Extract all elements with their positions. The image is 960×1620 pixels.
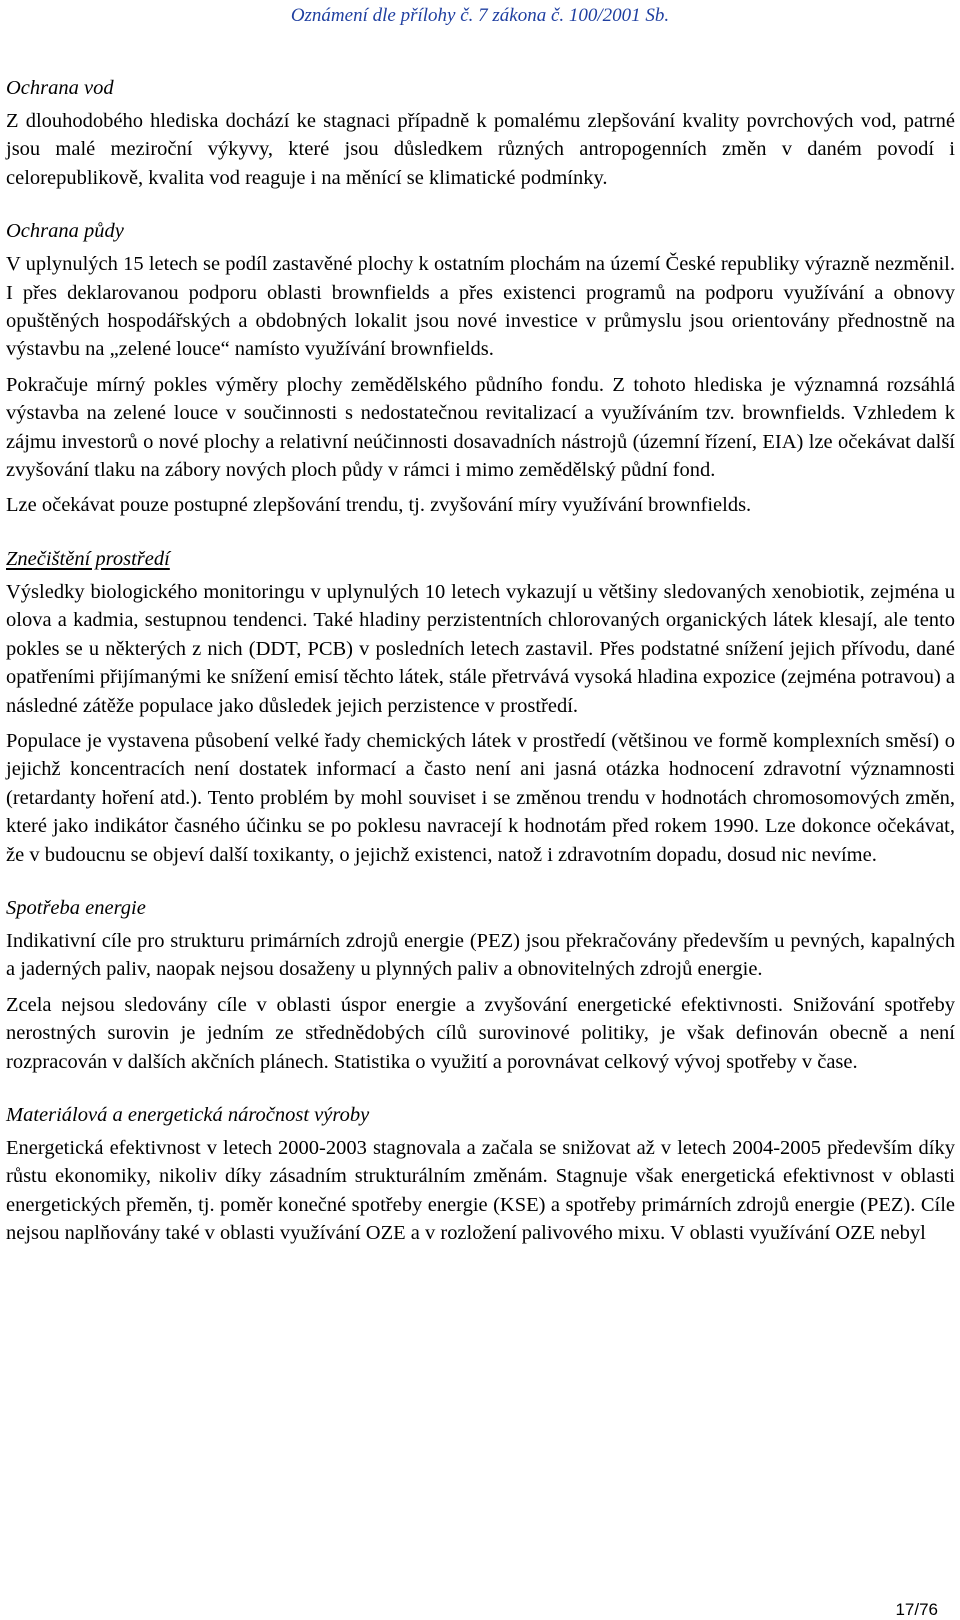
section-heading-znecisteni-prostredi: Znečištění prostředí [6, 547, 170, 570]
section-spacer [6, 1083, 955, 1101]
section-heading-ochrana-pudy: Ochrana půdy [6, 220, 124, 243]
paragraph: Z dlouhodobého hlediska dochází ke stagnaci případně k pomalému zlepšování kvality povrchových vod, patrné jsou malé meziroční výkyvy, které jsou důsledkem různých antropogenních změn v daném povodí i celorepublikově, kvalita vod reaguje i na měnící se klimatické podmínky. [6, 110, 955, 189]
paragraph: V uplynulých 15 letech se podíl zastavěné plochy k ostatním plochám na území České republiky výrazně nezměnil. I přes deklarovanou podporu oblasti brownfields a přes existenci programů na podporu využívání a obnovy opuštěných hospodářských a obdobných lokalit jsou nové investice v průmyslu jsou orientovány přednostně na výstavbu na „zelené louce“ namísto využívání brownfields. [6, 253, 955, 361]
paragraph: Indikativní cíle pro strukturu primárních zdrojů energie (PEZ) jsou překračovány především u pevných, kapalných a jaderných paliv, naopak nejsou dosaženy u plynných paliv a obnovitelných zdrojů energie. [6, 929, 955, 981]
paragraph: Lze očekávat pouze postupné zlepšování trendu, tj. zvyšování míry využívání brownfields. [6, 494, 752, 517]
page-header: Oznámení dle přílohy č. 7 zákona č. 100/2001 Sb. [290, 5, 670, 26]
section-spacer [6, 876, 955, 894]
section-spacer [6, 527, 955, 545]
page-number: 17/76 [895, 1600, 938, 1619]
section-heading-spotreba-energie: Spotřeba energie [6, 896, 146, 919]
document-body [6, 74, 955, 1255]
paragraph: Zcela nejsou sledovány cíle v oblasti úspor energie a zvyšování energetické efektivnosti. Snižování spotřeby nerostných surovin je jedním ze střednědobých cílů surovinové politiky, je však definován obecně a není rozpracován v dalších akčních plánech. Statistika o využití a porovnávat celkový vývoj spotřeby v čase. [6, 993, 955, 1073]
paragraph: Pokračuje mírný pokles výměry plochy zemědělského půdního fondu. Z tohoto hlediska je významná rozsáhlá výstavba na zelené louce v součinnosti s nedostatečnou revitalizací a využíváním tzv. brownfields. Vzhledem k zájmu investorů o nové plochy a relativní neúčinnosti dosavadních nástrojů (územní řízení, EIA) lze očekávat další zvyšování tlaku na zábory nových ploch půdy v rámci i mimo zemědělský půdní fond. [6, 373, 955, 482]
paragraph: Výsledky biologického monitoringu v uplynulých 10 letech vykazují u většiny sledovaných xenobiotik, zejména u olova a kadmia, sestupnou tendenci. Také hladiny perzistentních chlorovaných organických látek klesají, ale tento pokles se u některých z nich (DDT, PCB) v posledních letech zastavil. Přes podstatné snížení jejich přívodu, dané opatřeními přijímanými ke snížení emisí těchto látek, stále přetrvává vysoká hladina expozice (zejména potravou) a následné zátěže populace jako důsledek jejich perzistence v prostředí. [6, 580, 955, 717]
section-spacer [6, 199, 955, 217]
section-heading-ochrana-vod: Ochrana vod [6, 77, 114, 99]
paragraph: Populace je vystavena působení velké řady chemických látek v prostředí (většinou ve formě komplexních směsí) o jejichž koncentracích není dostatek informací a často není ani jasná otázka hodnocení zdravotní významnosti (retardanty hoření atd.). Tento problém by mohl souviset i se změnou trendu v hodnotách chromosomových změn, které jako indikátor časného účinku se po poklesu navracejí k hodnotám před rokem 1990. Lze dokonce očekávat, že v budoucnu se objeví další toxikanty, o jejichž existenci, natož i zdravotním dopadu, dosud nic nevíme. [6, 729, 955, 866]
paragraph: Energetická efektivnost v letech 2000-2003 stagnovala a začala se snižovat až v letech 2004-2005 především díky růstu ekonomiky, nikoliv díky zásadním strukturálním změnám. Stagnuje však energetická efektivnost v oblasti energetických přeměn, tj. poměr konečné spotřeby energie (KSE) a spotřeby primárních zdrojů energie (PEZ). Cíle nejsou naplňovány také v oblasti využívání OZE a v rozložení palivového mixu. V oblasti využívání OZE nebyl [6, 1136, 955, 1245]
section-heading-materialova-narocnost: Materiálová a energetická náročnost výroby [6, 1103, 370, 1126]
